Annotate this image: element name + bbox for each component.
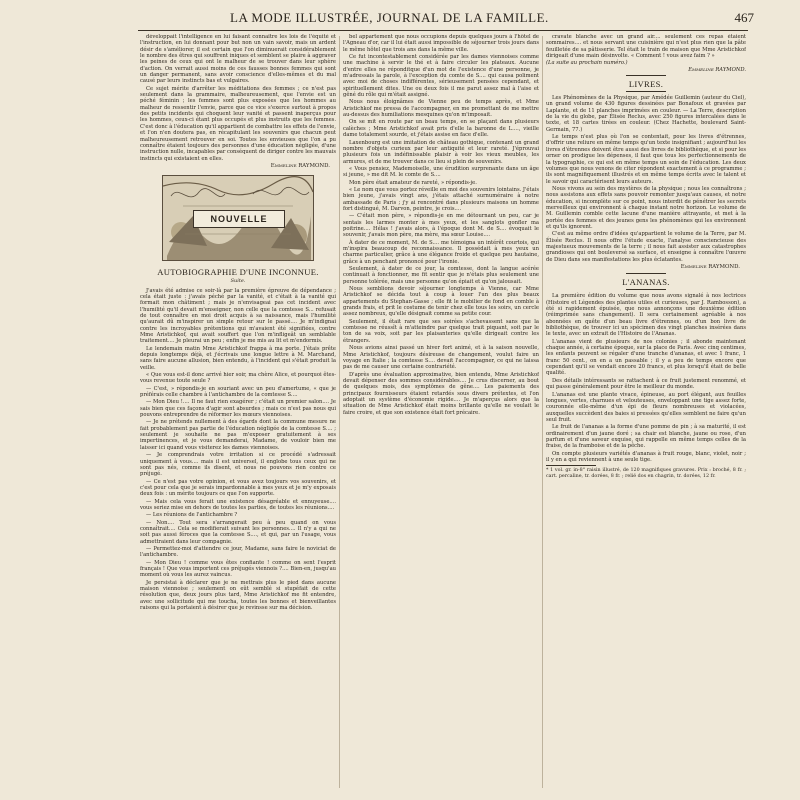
paragraph: On compte plusieurs variétés d'ananas à fruit rouge, blanc, violet, noir ; il y en a qui reviennent à une seule tige. [546, 450, 746, 463]
paragraph: Ce sujet mérite d'arrêter les méditations des femmes ; ce n'est pas seulement dans la grammaire, malheureusement, que l'envie est un péché féminin ; les femmes sont plus exposées que les hommes au malheur de ressentir l'envie, parce que ce vice s'exerce surtout à propos des petits incidents qui choquent leur vanité et passent inaperçus pour les hommes, ceux-ci étant plus occupés et plus instruits que les femmes. C'est donc à l'éducation qu'il appartient de combattre les effets de l'envie, et l'on n'en doutera pas, en récapitulant les souvenirs que chacun peut malheureusement retrouver en soi. Toutes les envieuses que l'on a pu connaître étaient toujours des personnes d'une éducation négligée, d'une instruction nulle, incapables par conséquent de diriger contre les mauvais instincts qui existaient en elles. [140, 85, 336, 162]
footnote-rule [546, 465, 596, 466]
paragraph: À dater de ce moment, M. de S.... me témoigna un intérêt courtois, qui m'inspira beaucoup de reconnaissance. Il possédait à mes yeux un charme particulier, grâce à une élégance froide et quelque peu hautaine, grâce à un penchant prononcé pour l'ironie. [343, 239, 539, 265]
paragraph: L'ananas vient de plusieurs de nos colonies ; il abonde maintenant chaque année, à certaine époque, sur la place de Paris. Avec cinq centimes, les enfants peuvent se régaler d'une tranche d'ananas, et avec 1 franc, 1 franc 50 cent., on en a un passable ; il y a peu de temps encore que cependant qu'il se vendait encore 20 francs, et plus lorsqu'il était de belle qualité. [546, 338, 746, 377]
paragraph: Seulement, il était rare que ses soirées s'achevassent sans que la comtesse ne réussît à m'atteindre par quelque trait piquant, soit par le ton de sa voix, soit par les plaisanteries qu'elle dirigeait contre les étrangers. [343, 318, 539, 344]
section-divider [626, 289, 666, 290]
running-head [0, 6, 800, 32]
page-number: 467 [734, 10, 754, 25]
paragraph: Mon père était amateur de rareté, » répondis-je. [349, 179, 477, 186]
column-left [140, 34, 336, 790]
paragraph: Le temps n'est plus où l'on se contentait, pour les livres d'étrennes, d'offrir une reliure en même temps qu'un texte insignifiant ; aujourd'hui les livres d'étrennes doivent être aussi des livres de bibliothèque, et si pour les orner on prodigue les dépenses, il faut que tous les perfectionnements de la typographie, ce qui est en même temps un soin de l'éducation. Les deux volumes que nous venons de citer répondent exactement à ce programme ; ils sont magnifiquement illustrés et en même temps écrits avec le talent et le savoir qui caractérisent leurs auteurs. [546, 134, 746, 185]
paragraph: La première édition du volume que nous avons signalé à nos lectrices (Histoire et Légendes des plantes utiles et curieuses, par J. Rambosson), a été si rapidement épuisée, que nous annonçons une deuxième édition (réimprimée sans changement). Il sera certainement agréable à nos abonnées en quête d'un beau livre d'étrennes, ou d'un bon livre de bibliothèque, de trouver ici un spécimen des vingt planches insérées dans le texte, avec un extrait de l'Histoire de l'Ananas. [546, 293, 746, 338]
paragraph: C'est au même ordre d'idées qu'appartient le volume de la Terre, par M. Élisée Reclus. Il nous offre l'étude exacte, l'analyse consciencieuse des majestueux mouvements de la terre ; il nous fait assister aux catastrophes grandioses qui ont bouleversé sa surface, et enseigne à connaître l'œuvre de Dieu dans ses manifestations les plus éclatantes. [546, 231, 746, 263]
header-rule [138, 30, 748, 31]
author-signature: Emmeline RAYMOND. [680, 264, 740, 270]
paragraph: bel appartement que nous occupions depuis quelques jours à l'hôtel de l'Agneau d'or, car il lui était aussi impossible de séjourner trois jours dans le même hôtel que trois ans dans la même ville. [343, 34, 539, 53]
paragraph: Le lendemain matin Mme Aristichkof frappa à ma porte. J'étais prête depuis longtemps déjà, et j'écrivais une longue lettre à M. Marchand, sans faire aucune allusion, bien entendu, à l'incident qui s'était produit la veille. [140, 345, 336, 371]
paragraph: « Vous pensiez, Mademoiselle, une érudition surprenante dans un âge si jeune, » me dit M. le comte de S.... [343, 165, 539, 179]
paragraph: — Permettez-moi d'attendre ce jour, Madame, sans faire le noviciat de l'antichambre. [140, 545, 336, 559]
paragraph: Seulement, à dater de ce jour, la comtesse, dont la langue acérée continuait à fonctionner, me fit sentir que je n'étais plus seulement une personne tolérée, mais une personne qu'on épiait et qu'on jalousait. [343, 266, 539, 285]
paragraph: Le fruit de l'ananas a la forme d'une pomme de pin ; à sa maturité, il est ordinairement d'un jaune doré ; sa chair est blanche, jaune ou rose, d'un parfum et d'une saveur exquise, qui rappelle en même temps celles de la fraise, de la framboise et de la pêche. [546, 424, 746, 450]
section-divider [626, 91, 666, 92]
paragraph: — C'est, » répondis-je en souriant avec un peu d'amertume, « que je préférais celle chambre à l'antichambre de la comtesse S.... [140, 385, 336, 399]
nouvelle-banner [162, 175, 314, 261]
story-title: AUTOBIOGRAPHIE D'UNE INCONNUE. [157, 267, 319, 278]
livres-title: LIVRES. [628, 79, 664, 90]
paragraph: « Le nom que vous portez réveille en moi des souvenirs lointains. J'étais bien jeune, j'avais vingt ans, j'étais attaché surnuméraire à notre ambassade de Paris ; j'y ai rencontré dans plusieurs maisons un homme fort distingué, M. Darvon, peintre, je crois.... [343, 186, 539, 212]
paragraph: On se mit en route par un beau temps, en se plaçant dans plusieurs calèches ; Mme Aristichkof avait pris d'elle la baronne de L...., vieille dame totalement sourde, et j'étais assise en face d'elle. [343, 119, 539, 139]
column-middle [343, 34, 539, 790]
paragraph: J'avais été admise ce soir-là par la première épreuve de dépendance ; cela était juste : j'avais péché par la vanité, et c'était à la vanité qui formait mon châtiment ; mais je n'envisageai pas cet incident avec l'humilité qu'il devait m'enseigner, non celle que la comtesse S... refusait de tout connaître en moi droit acquis à sa naissance, mais l'humilité qu'aurait dû m'inspirer un simple retour sur le passé.... Je m'indignai contre les incroyables prétentions qui m'avaient été signifiées, contre Mme Aristichkof, qui avait souffert que l'on m'infligeât un semblable traitement.... Je pleurai un peu ; enfin je me mis au lit et m'endormis. [140, 287, 336, 345]
paragraph: L'ananas est une plante vivace, épineuse, au port élégant, aux feuilles longues, vertes, charnues et velouteuses, enveloppant une tige assez forte, couronnée elle-même d'un épi de fleurs nombreuses et violacées, auxquelles succèdent des baies si pressées qu'elles semblent ne faire qu'un seul fruit. [546, 391, 746, 423]
paragraph: — Non.... Tout sera s'arrangerait peu à peu quand on vous connaîtrait.... Cela se modifierait suivant les personnes.... Il n'y a qui ne soit pas aussi féroces que la comtesse S...., et qui, par un l'usage, vous admettraient dans leur compagnie. [140, 519, 336, 545]
paragraph: — Mon Dieu ! comme vous êtes confiante ! comme on sent l'esprit français ! Que vous importent ces préjugés viennois ?.... Bien-en, jusqu'au moment où vous les aurez vaincus. [140, 559, 336, 579]
paragraph: — Ce n'est pas votre opinion, et vous avez toujours vos souvenirs, et c'est pour cela que je serais impardonnable à mes yeux et je m'y exposais deux fois : un mérite toujours ce que l'on supporte. [140, 478, 336, 498]
paragraph: Je persistai à déclarer que je ne mettrais plus le pied dans aucune maison viennoise ; seulement on eût semblé si stupéfait de cette résolution que, deux jours plus tard, Mme Aristichkof me fit entendre, avec une sollicitude qui me toucha, toutes les bonnes et bienveillantes raisons qui la portaient à désirer que je revinsse sur ma décision. [140, 579, 336, 612]
author-signature: Emmeline RAYMOND. [688, 66, 746, 73]
column-separator [339, 36, 340, 788]
paragraph: « Que vous est-il donc arrivé hier soir, ma chère Alice, et pourquoi êtes-vous revenue toute seule ? [140, 372, 336, 385]
journal-title: LA MODE ILLUSTRÉE, JOURNAL DE LA FAMILLE. [230, 10, 549, 25]
paragraph: — C'était mon père, » répondis-je en me détournant un peu, car je sentais les larmes monter à mes yeux, et les sanglots gonfler ma poitrine.... Hélas ! j'avais alors, à l'époque dont M. de S.... évoquait le souvenir, j'avais mon père, ma mère, ma sœur Louise.... [343, 213, 539, 239]
to-be-continued: (La suite au prochain numéro.) [546, 60, 628, 67]
paragraph: — Les réunions de l'antichambre ? [146, 512, 238, 519]
section-divider [626, 273, 666, 274]
continuation-note [546, 60, 746, 73]
paragraph: Nous vivons au sein des mystères de la physique ; nous les connaîtrons ; nous assistons aux effets sans pouvoir remonter jusqu'aux causes, et notre éducation, si incomplète sur ce point, nous interdit de pénétrer les secrets merveilleux qui environnent à chaque instant notre horizon. Le volume de M. Guillemin comble cette lacune d'une manière attrayante, et met à la portée des femmes et des jeunes gens les phénomènes qui les environnent et qu'ils ignorent. [546, 185, 746, 230]
story-subtitle: Suite. [230, 278, 246, 285]
paragraph: développait l'intelligence en lui faisant connaître les lois de l'équité et l'instruction, en lui donnant pour but non un vain savoir, mais un ardent désir de s'améliorer, il est certain que l'on diminuerait considérablement le nombre des êtres qui souffrent iniques et semblent se plaire à aggraver les peines de ceux qui ont le malheur de se trouver dans leur sphère d'action. On verrait aussi moins de ces fausses bonnes femmes qui sont un danger permanent, sans avoir conscience d'elles-mêmes et du mal causé par leurs instincts bas et vulgaires. [140, 34, 336, 85]
section-divider [626, 75, 666, 76]
paragraph: — Je ne prétends nullement à des égards dont la commune mesure ne fait probablement pas partie de l'éducation négligée de la comtesse S.... ; seulement je souhaite ne pas m'exposer gratuitement à ses impertinences, et je vous demanderai, Madame, de vouloir bien me laisser ici quand vous visiterez les dames viennoises. [140, 419, 336, 451]
column-separator [542, 36, 543, 788]
column-right [546, 34, 746, 790]
paragraph: Ce fut incontestablement considérée par les dames viennoises comme une machine à servir le thé et à faire circuler les plateaux. Aucune d'entre elles ne réponditque d'un mot de l'existence d'une personne, je m'adressais la parole, à l'exception du comte de S.... qui causa poliment avec moi de choses indifférentes, sérieusement pensées cependant, et spirituellement dites. Une ou deux fois il me parut assez mal à l'aise et gêné du rôle qui m'était assigné. [343, 54, 539, 99]
paragraph: Des détails intéressants se rattachent à ce fruit justement renommé, et qui passe généralement pour être le meilleur du monde. [546, 377, 746, 391]
paragraph: — Mais cela vous ferait une existence désagréable et ennuyeuse.... vous seriez mise en dehors de toutes les parties, de toutes les réunions.... [140, 498, 336, 511]
ananas-title: L'ANANAS. [622, 277, 670, 288]
paragraph: D'après une évaluation approximative, bien entendu, Mme Aristichkof devait dépenser des sommes considérables.... Je crus discerner, au bout de quelques mois, des symptômes de gêne.... Les paiements des principaux fournisseurs étaient retardés sous divers prétextes, et l'on adoptait un système d'économie rigide.... Je m'aperçus alors que la situation de Mme Aristichkof était moins brillante qu'elle ne voulait le faire croire, et que son existence était fort précaire. [343, 371, 539, 416]
paragraph: Nous avions ainsi passé un hiver fort animé, et à la saison nouvelle, Mme Aristichkof, toujours désireuse de changement, voulut faire un voyage en Italie ; la comtesse S.... devait l'accompagner, ce qui ne laissa pas de me causer une certaine contrariété. [343, 345, 539, 371]
paragraph: — Mon Dieu !.... Il ne faut rien exagérer ; c'était un premier salon.... Je sais bien que ces façons d'agir sont absurdes ; mais ce n'est pas nous qui pouvons entreprendre de réformer les mœurs viennoises. [140, 399, 336, 419]
paragraph: Laxenbourg est une imitation de château gothique, contenant un grand nombre d'objets curieux par leur antiquité et leur rareté. J'éprouvai plusieurs fois un indéfinissable plaisir à voir les vieux meubles, les armures, et de me trouver dans ce lieu si plein de souvenirs. [343, 139, 539, 165]
footnote: * 1 vol. gr. in-8° raisin illustré, de 120 magnifiques gravures. Prix : broché, 8 fr. ; cart. percaline, tr. dorées, 8 fr. ; relié dos en chagrin, tr. dorées, 12 fr. [546, 468, 746, 480]
paragraph: Nous nous éloignâmes de Vienne peu de temps après, et Mme Aristichkof me pressa de l'accompagner, en me promettant de me mettre au-dessus des humiliations mesquines qu'on m'imposait. [343, 99, 539, 119]
paragraph: Les Phénomènes de la Physique, par Amédée Guillemin (auteur du Ciel), un grand volume de 430 figures dessinées par Bonafoux et gravées par Laplante, et de 11 planches imprimées en couleur. — La Terre, description de la vie du globe, par Élisée Reclus, avec 250 figures intercalées dans le texte, et 18 cartes tirées en couleur. (Chez Hachette, boulevard Saint-Germain, 77.) [546, 95, 746, 133]
author-signature: Emmeline RAYMOND. [270, 162, 330, 169]
paragraph: — Je comprendrais votre irritation si ce procédé s'adressait uniquement à vous.... mais il est universel, il englobe tous ceux qui ne sont pas nés, comme ils disent, et nous ne pouvons rien contre ce préjugé. [140, 452, 336, 478]
paragraph: cravate blanche avec un grand air.... seulement ces repas étaient sommaires.... et nous servant une cuisinière qui n'est plus rien que la pâte feuilletée de sa pâtisserie. Tel était le train de maison que Mme Aristichkof dirigeait d'une main désinvolte. « Comment ! vous avez faim ? » [546, 34, 746, 60]
nouvelle-label: NOUVELLE [193, 210, 285, 228]
paragraph: Nous semblions devoir séjourner longtemps à Vienne, car Mme Aristichkof se décida tout à coup à louer l'un des plus beaux appartements du Stephan-Gasse ; elle fit le mobilier de fond en comble à grands frais, et prit le costume de tenir chez elle tous les soirs, un cercle assez nombreux, qu'elle désignait comme sa petite cour. [343, 286, 539, 318]
